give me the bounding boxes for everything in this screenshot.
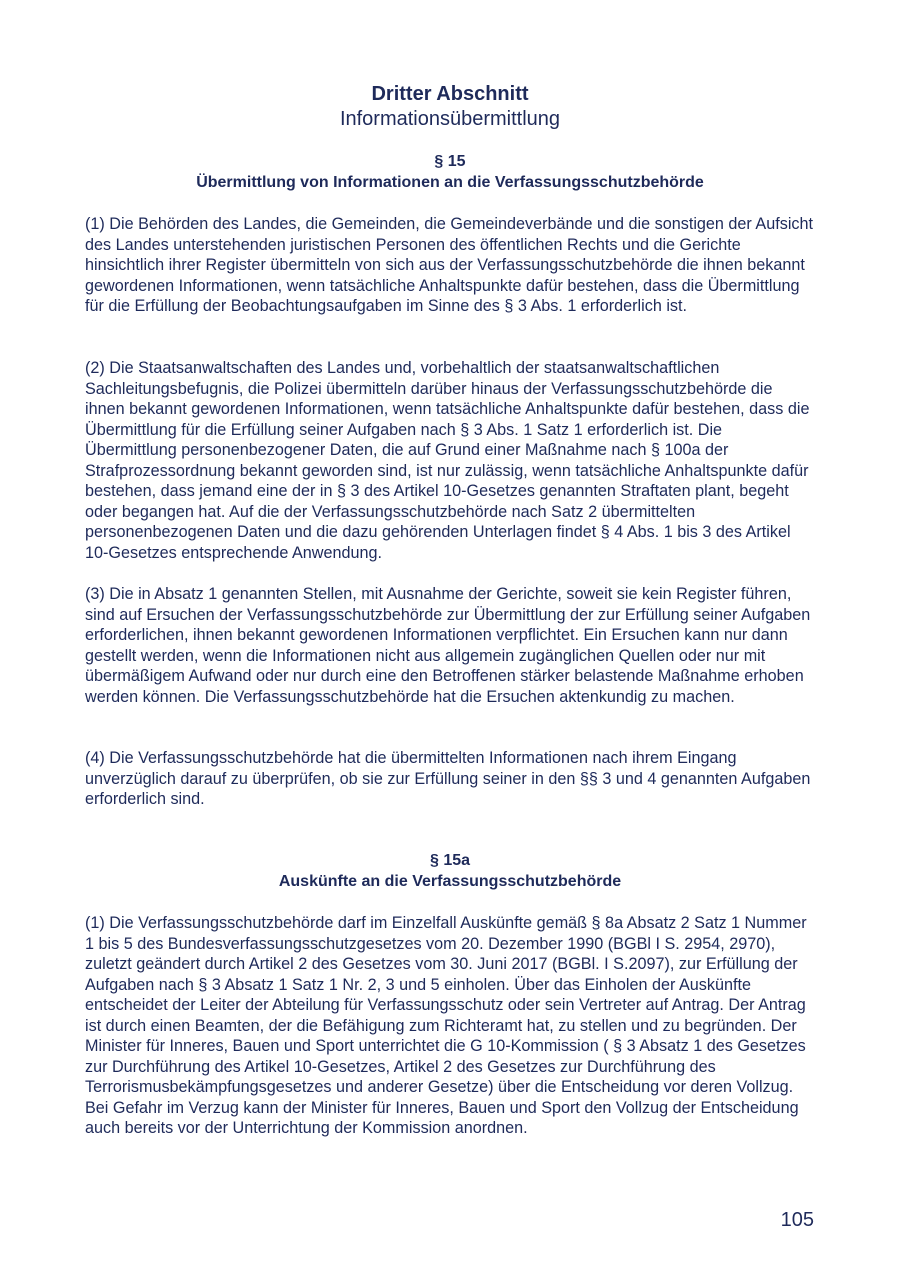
section-15-paragraph-1: (1) Die Behörden des Landes, die Gemeinden, die Gemeindeverbände und die sonstigen der Aufsicht des Landes unterstehenden juristischen Personen des öffentlichen Rechts und die Gerichte hinsichtlich ihrer Register übermitteln von sich aus der Verfassungsschutzbehörde die ihnen bekannt gewordenen Informationen, wenn tatsächliche Anhaltspunkte dafür bestehen, dass die Übermittlung für die Erfüllung der Beobachtungsaufgaben im Sinne des § 3 Abs. 1 erforderlich ist.: [85, 215, 814, 315]
section-title: Übermittlung von Informationen an die Verfassungsschutzbehörde: [196, 174, 704, 191]
chapter-title: [85, 82, 815, 132]
section-15-paragraph-2: (2) Die Staatsanwaltschaften des Landes und, vorbehaltlich der staatsanwaltschaftlichen Sachleitungsbefugnis, die Polizei übermitteln darüber hinaus der Verfassungsschutzbehörde die ihnen bekannt gewordenen Informationen, wenn tatsächliche Anhaltspunkte dafür bestehen, dass die Übermittlung für die Erfüllung seiner Aufgaben nach § 3 Abs. 1 Satz 1 erforderlich ist. Die Übermittlung personenbezogener Daten, die auf Grund einer Maßnahme nach § 100a der Strafprozessordnung bekannt geworden sind, ist nur zulässig, wenn tatsächliche Anhaltspunkte dafür bestehen, dass jemand eine der in § 3 des Artikel 10-Gesetzes genannten Straftaten plant, begeht oder begangen hat. Auf die der Verfassungsschutzbehörde nach Satz 2 übermittelten personenbezogenen Daten und die dazu gehörenden Unterlagen findet § 4 Abs. 1 bis 3 des Artikel 10-Gesetzes entsprechende Anwendung.: [85, 359, 810, 562]
page-number: 105: [780, 1209, 814, 1231]
chapter-heading: Dritter Abschnitt: [371, 83, 529, 105]
section-title: Auskünfte an die Verfassungsschutzbehörde: [278, 873, 622, 890]
section-15-heading: [85, 151, 815, 193]
chapter-subheading: Informationsübermittlung: [339, 108, 561, 130]
section-15a-paragraph-1: (1) Die Verfassungsschutzbehörde darf im Einzelfall Auskünfte gemäß § 8a Absatz 2 Satz 1 Nummer 1 bis 5 des Bundesverfassungsschutzgesetzes vom 20. Dezember 1990 (BGBl I S. 2954, 2970), zuletzt geändert durch Artikel 2 des Gesetzes vom 30. Juni 2017 (BGBl. I S.2097), zur Erfüllung der Aufgaben nach § 3 Absatz 1 Satz 1 Nr. 2, 3 und 5 einholen. Über das Einholen der Auskünfte entscheidet der Leiter der Abteilung für Verfassungsschutz oder sein Vertreter auf Antrag. Der Antrag ist durch einen Beamten, der die Befähigung zum Richteramt hat, zu stellen und zu begründen. Der Minister für Inneres, Bauen und Sport unterrichtet die G 10-Kommission ( § 3 Absatz 1 des Gesetzes zur Durchführung des Artikel 10-Gesetzes, Artikel 2 des Gesetzes zur Durchführung des Terrorismusbekämpfungsgesetzes und anderer Gesetze) über die Entscheidung vor deren Vollzug. Bei Gefahr im Verzug kann der Minister für Inneres, Bauen und Sport den Vollzug der Entscheidung auch bereits vor der Unterrichtung der Kommission anordnen.: [85, 914, 807, 1137]
section-15a-heading: [85, 850, 815, 892]
section-number: § 15: [434, 153, 466, 170]
section-15-paragraph-4: (4) Die Verfassungsschutzbehörde hat die übermittelten Informationen nach ihrem Eingang unverzüglich darauf zu überprüfen, ob sie zur Erfüllung seiner in den §§ 3 und 4 genannten Aufgaben erforderlich sind.: [85, 749, 811, 808]
section-15-paragraph-3: (3) Die in Absatz 1 genannten Stellen, mit Ausnahme der Gerichte, soweit sie kein Register führen, sind auf Ersuchen der Verfassungsschutzbehörde zur Übermittlung der zur Erfüllung seiner Aufgaben erforderlichen, ihnen bekannt gewordenen Informationen verpflichtet. Ein Ersuchen kann nur dann gestellt werden, wenn die Informationen nicht aus allgemein zugänglichen Quellen oder nur mit übermäßigem Aufwand oder nur durch eine den Betroffenen stärker belastende Maßnahme erhoben werden können. Die Verfassungsschutzbehörde hat die Ersuchen aktenkundig zu machen.: [85, 585, 811, 706]
section-number: § 15a: [429, 852, 471, 869]
